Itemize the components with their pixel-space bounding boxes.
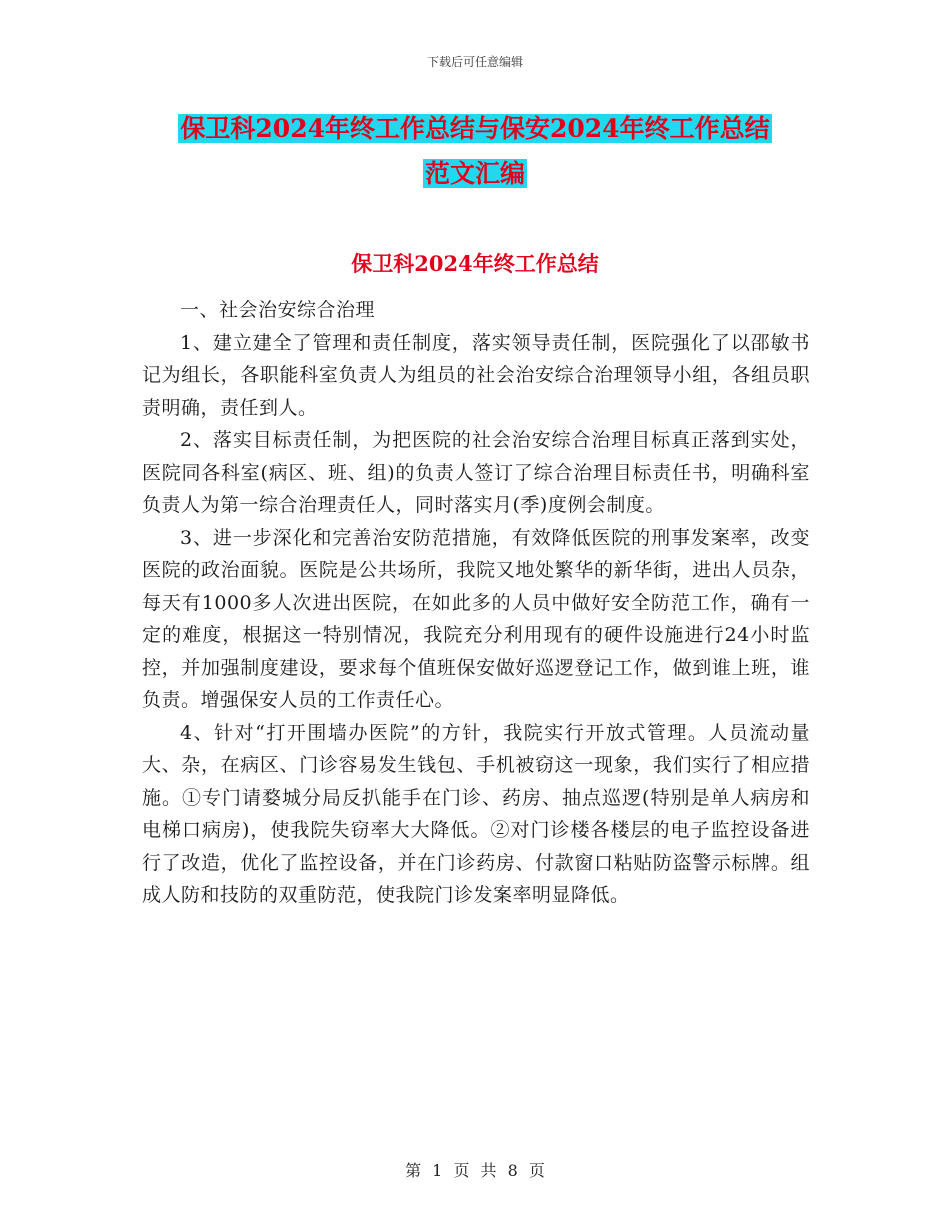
header-note: 下载后可任意编辑 <box>426 55 523 69</box>
document-title-line-1 <box>0 112 950 146</box>
title-highlight-1: 保卫科2024年终工作总结与保安2024年终工作总结 <box>180 114 770 143</box>
paragraph-2: 2、落实目标责任制，为把医院的社会治安综合治理目标真正落到实处，医院同各科室(病区、班、组)的负责人签订了综合治理目标责任书，明确科室负责人为第一综合治理责任人，同时落实月(季)度例会制度。 <box>142 429 810 516</box>
paragraph-3: 3、进一步深化和完善治安防范措施，有效降低医院的刑事发案率，改变医院的政治面貌。医院是公共场所，我院又地处繁华的新华街，进出人员杂，每天有1000多人次进出医院，在如此多的人员中做好安全防范工作，确有一定的难度，根据这一特别情况，我院充分利用现有的硬件设施进行24小时监控，并加强制度建设，要求每个值班保安做好巡逻登记工作，做到谁上班，谁负责。增强保安人员的工作责任心。 <box>142 526 810 711</box>
title-highlight-2: 范文汇编 <box>424 159 525 188</box>
paragraph-1: 1、建立建全了管理和责任制度，落实领导责任制，医院强化了以邵敏书记为组长，各职能科室负责人为组员的社会治安综合治理领导小组，各组员职责明确，责任到人。 <box>142 331 810 419</box>
document-title-line-2 <box>0 157 950 191</box>
document-body <box>142 294 810 912</box>
section-heading: 一、社会治安综合治理 <box>180 299 376 321</box>
paragraph-4: 4、针对“打开围墙办医院”的方针，我院实行开放式管理。人员流动量大、杂，在病区、门诊容易发生钱包、手机被窃这一现象，我们实行了相应措施。①专门请婺城分局反扒能手在门诊、药房、抽点巡逻(特别是单人病房和电梯口病房)，使我院失窃率大大降低。②对门诊楼各楼层的电子监控设备进行了改造，优化了监控设备，并在门诊药房、付款窗口粘贴防盗警示标牌。组成人防和技防的双重防范，使我院门诊发案率明显降低。 <box>142 721 810 906</box>
section-title: 保卫科2024年终工作总结 <box>351 251 599 276</box>
page-footer: 第 1 页 共 8 页 <box>405 1161 545 1180</box>
